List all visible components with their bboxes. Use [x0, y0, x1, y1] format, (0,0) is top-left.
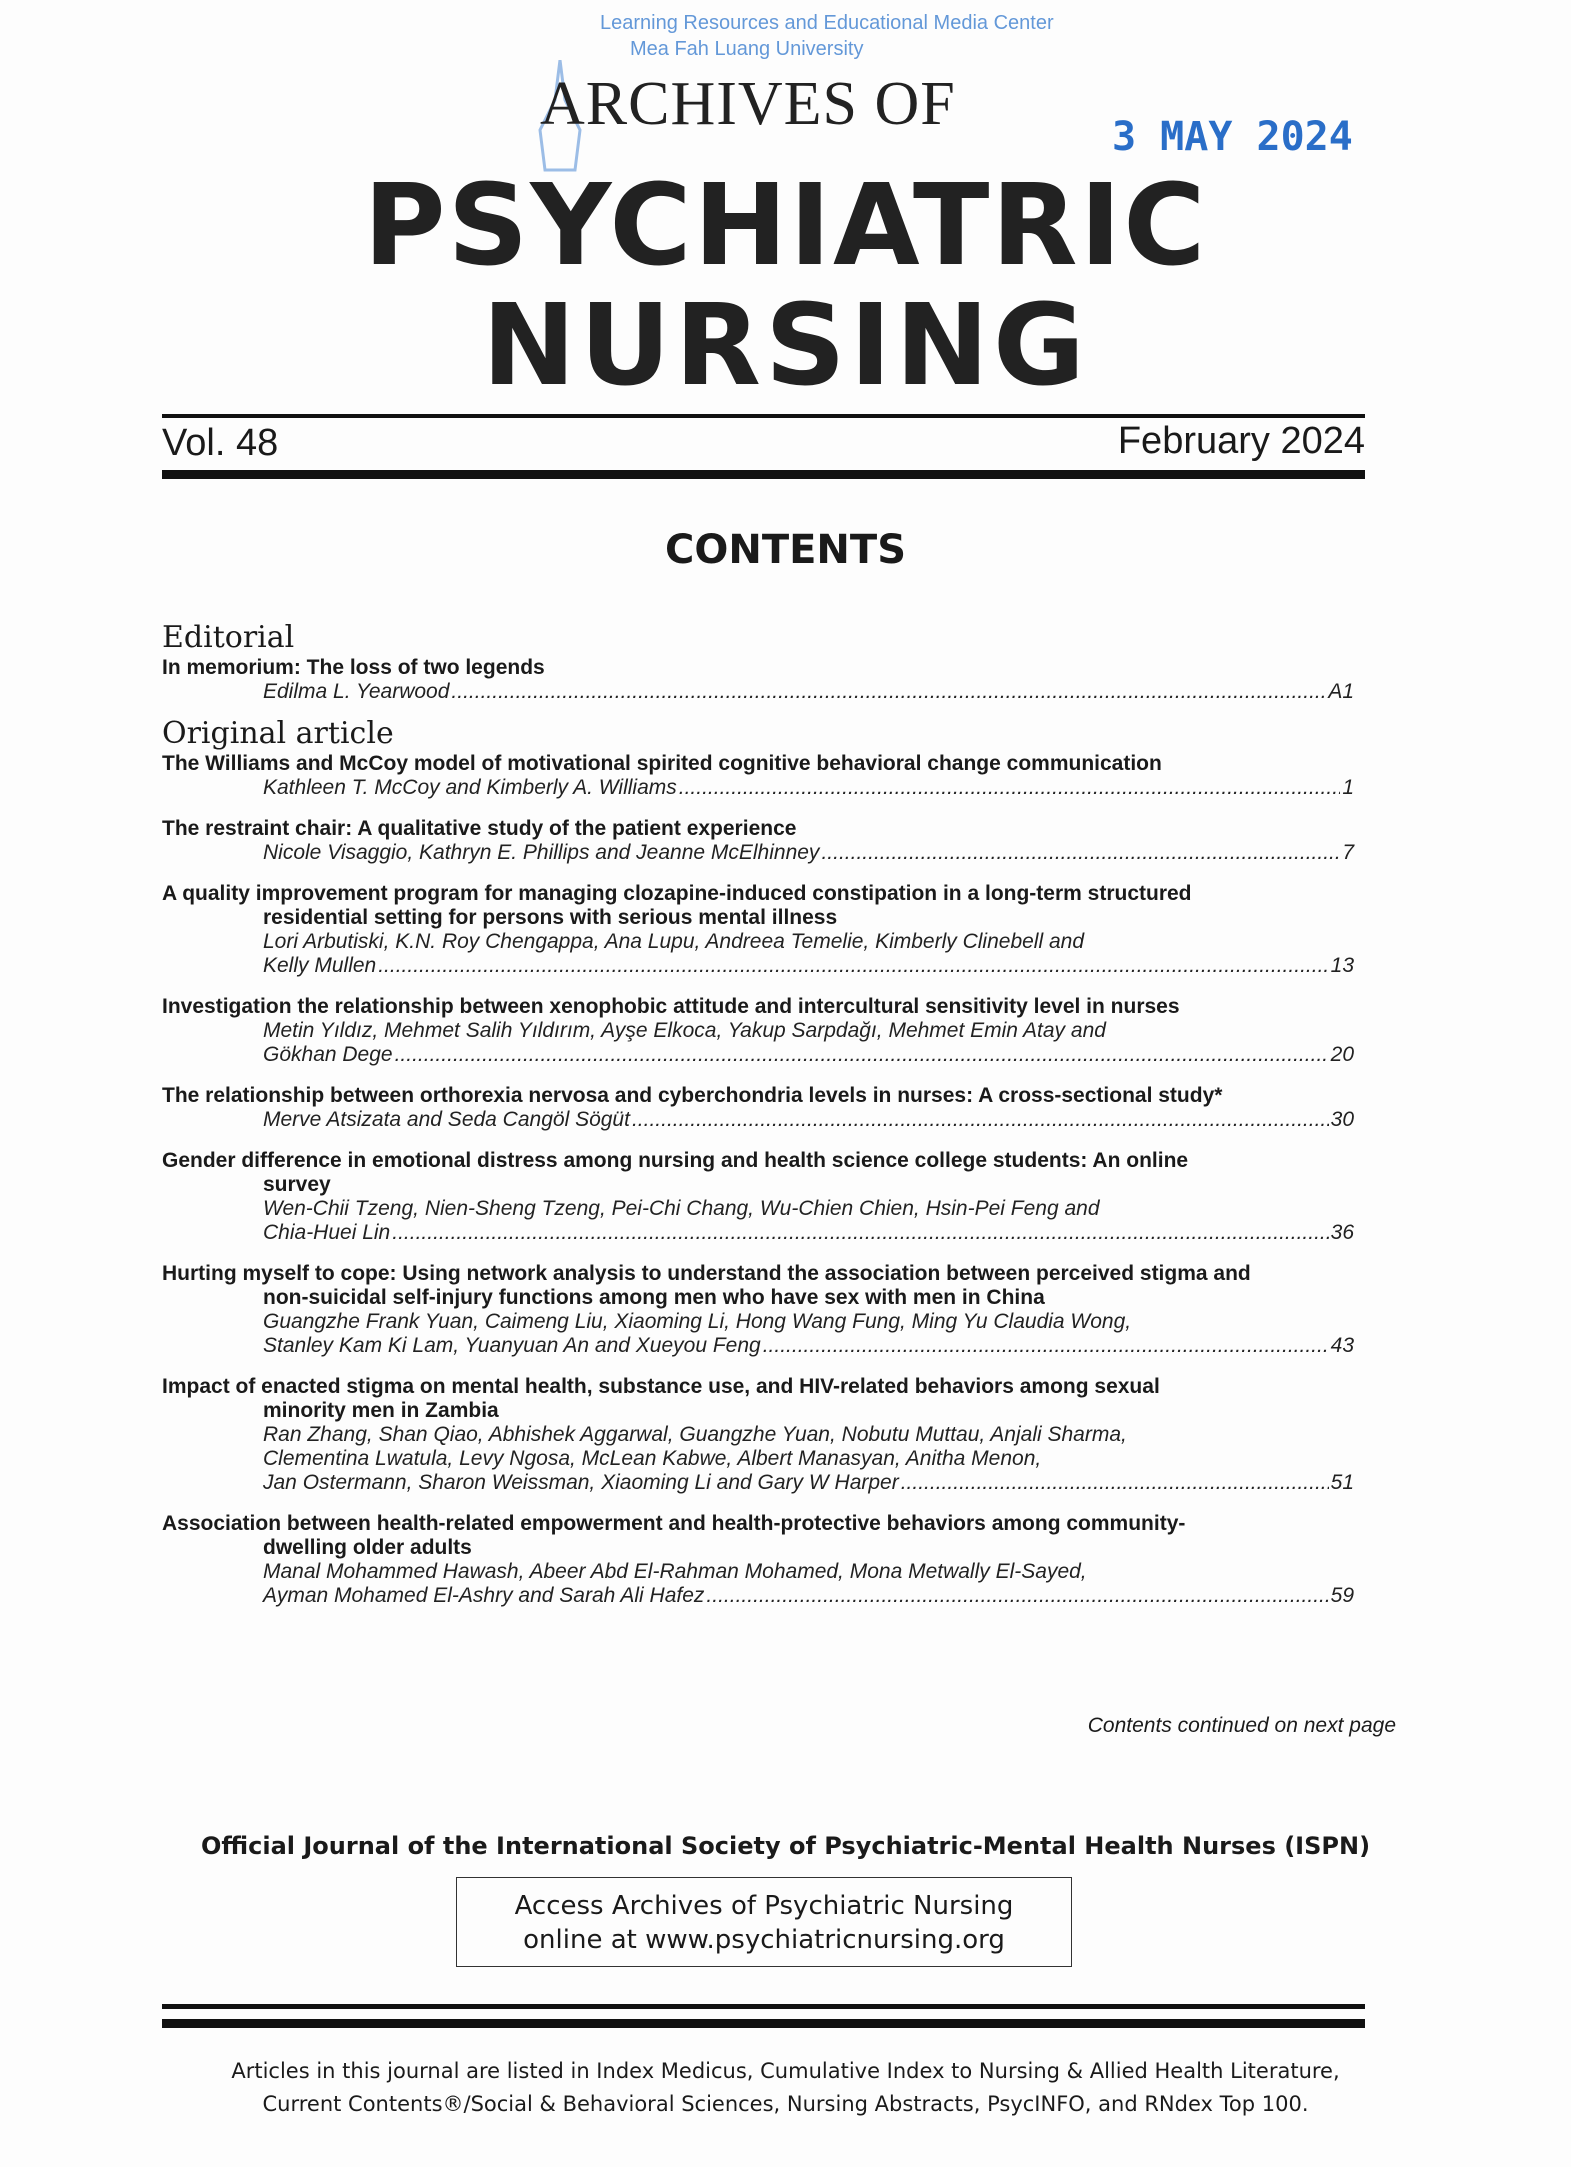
toc-entry — [162, 1375, 1354, 1495]
toc-entry — [162, 882, 1354, 978]
article-authors: Manal Mohammed Hawash, Abeer Abd El-Rahman Mohamed, Mona Metwally El-Sayed, — [263, 1560, 1087, 1583]
article-title: The restraint chair: A qualitative study of the patient experience — [162, 817, 797, 840]
article-authors: Kelly Mullen — [263, 954, 377, 977]
article-authors: Nicole Visaggio, Kathryn E. Phillips and Jeanne McElhinney — [263, 841, 820, 864]
toc-entry — [162, 1149, 1354, 1245]
author-line-with-page — [162, 680, 1354, 704]
table-of-contents — [162, 608, 1354, 1608]
dot-leader — [451, 680, 1326, 704]
article-title: A quality improvement program for managing clozapine-induced constipation in a long-term structured — [162, 882, 1192, 905]
toc-entry — [162, 1084, 1354, 1132]
article-title: Association between health-related empowerment and health-protective behaviors among community- — [162, 1512, 1186, 1535]
dot-leader — [395, 1043, 1329, 1067]
online-access-box — [456, 1877, 1072, 1967]
article-title: minority men in Zambia — [263, 1399, 499, 1422]
divider — [162, 414, 1365, 418]
author-line-with-page — [162, 1221, 1354, 1245]
divider — [162, 470, 1365, 479]
article-title: Impact of enacted stigma on mental health, substance use, and HIV-related behaviors among sexual — [162, 1375, 1160, 1398]
access-line1: Access Archives of Psychiatric Nursing — [514, 1891, 1014, 1921]
dot-leader — [679, 776, 1341, 800]
article-title: Investigation the relationship between xenophobic attitude and intercultural sensitivity level in nurses — [162, 995, 1180, 1018]
toc-entry — [162, 817, 1354, 865]
article-authors: Ayman Mohamed El-Ashry and Sarah Ali Hafez — [263, 1584, 705, 1607]
article-authors: Kathleen T. McCoy and Kimberly A. Williams — [263, 776, 677, 799]
article-title: residential setting for persons with serious mental illness — [263, 906, 838, 929]
page-number: 51 — [1330, 1471, 1354, 1494]
article-title: In memorium: The loss of two legends — [162, 656, 545, 679]
author-line-with-page — [162, 1043, 1354, 1067]
page-number: 13 — [1330, 954, 1354, 977]
article-authors: Wen-Chii Tzeng, Nien-Sheng Tzeng, Pei-Chi Chang, Wu-Chien Chien, Hsin-Pei Feng and — [263, 1197, 1100, 1220]
masthead-psychiatric: PSYCHIATRIC — [363, 161, 1208, 291]
divider — [162, 2004, 1365, 2009]
footer-line1: Articles in this journal are listed in Index Medicus, Cumulative Index to Nursing & Allied Health Literature, — [231, 2059, 1340, 2083]
article-authors: Clementina Lwatula, Levy Ngosa, McLean Kabwe, Albert Manasyan, Anitha Menon, — [263, 1447, 1042, 1470]
indexing-footer — [0, 2055, 1571, 2121]
issue-date: February 2024 — [1117, 420, 1365, 462]
article-authors: Ran Zhang, Shan Qiao, Abhishek Aggarwal, Guangzhe Yuan, Nobutu Muttau, Anjali Sharma, — [263, 1423, 1127, 1446]
dot-leader — [901, 1471, 1329, 1495]
toc-entry — [162, 1262, 1354, 1358]
article-authors: Stanley Kam Ki Lam, Yuanyuan An and Xueyou Feng — [263, 1334, 761, 1357]
toc-entry — [162, 752, 1354, 800]
page-number: 1 — [1342, 776, 1354, 799]
toc-entry — [162, 995, 1354, 1067]
article-title: non-suicidal self-injury functions among men who have sex with men in China — [263, 1286, 1045, 1309]
page-number: 59 — [1330, 1584, 1354, 1607]
page-number: 20 — [1330, 1043, 1354, 1066]
article-authors: Guangzhe Frank Yuan, Caimeng Liu, Xiaoming Li, Hong Wang Fung, Ming Yu Claudia Wong, — [263, 1310, 1132, 1333]
article-title: dwelling older adults — [263, 1536, 472, 1559]
volume-number: Vol. 48 — [162, 422, 279, 464]
dot-leader — [763, 1334, 1329, 1358]
contents-heading: CONTENTS — [664, 527, 906, 573]
article-title: survey — [263, 1173, 331, 1196]
article-authors: Metin Yıldız, Mehmet Salih Yıldırım, Ayşe Elkoca, Yakup Sarpdağı, Mehmet Emin Atay and — [263, 1019, 1106, 1042]
dot-leader — [378, 954, 1328, 978]
page-number: 43 — [1330, 1334, 1354, 1357]
dot-leader — [821, 841, 1340, 865]
author-line-with-page — [162, 776, 1354, 800]
article-authors: Jan Ostermann, Sharon Weissman, Xiaoming Li and Gary W Harper — [263, 1471, 899, 1494]
article-authors: Merve Atsizata and Seda Cangöl Sögüt — [263, 1108, 630, 1131]
received-date-stamp: 3 MAY 2024 — [1112, 114, 1353, 160]
access-line2: online at www.psychiatricnursing.org — [523, 1925, 1005, 1955]
author-line-with-page — [162, 1471, 1354, 1495]
article-authors: Gökhan Dege — [263, 1043, 393, 1066]
library-stamp-line1: Learning Resources and Educational Media Center — [600, 12, 1054, 34]
page-number: A1 — [1328, 680, 1354, 703]
dot-leader — [706, 1584, 1328, 1608]
article-title: The relationship between orthorexia nervosa and cyberchondria levels in nurses: A cross-sectional study* — [162, 1084, 1223, 1107]
dot-leader — [632, 1108, 1329, 1132]
page-number: 36 — [1330, 1221, 1354, 1244]
article-authors: Chia-Huei Lin — [263, 1221, 391, 1244]
section-heading: Editorial — [162, 620, 295, 655]
section-heading: Original article — [162, 716, 394, 751]
contents-continued-note: Contents continued on next page — [1087, 1714, 1396, 1737]
author-line-with-page — [162, 954, 1354, 978]
divider — [162, 2019, 1365, 2028]
library-stamp-line2: Mea Fah Luang University — [630, 38, 864, 60]
author-line-with-page — [162, 1108, 1354, 1132]
article-title: Gender difference in emotional distress among nursing and health science college students: An online — [162, 1149, 1189, 1172]
article-authors: Lori Arbutiski, K.N. Roy Chengappa, Ana Lupu, Andreea Temelie, Kimberly Clinebell and — [263, 930, 1085, 953]
toc-entry — [162, 656, 1354, 704]
footer-line2: Current Contents®/Social & Behavioral Sciences, Nursing Abstracts, PsycINFO, and RNdex Top 100. — [262, 2092, 1309, 2116]
masthead-nursing: NURSING — [482, 281, 1089, 411]
article-title: Hurting myself to cope: Using network analysis to understand the association between perceived stigma and — [162, 1262, 1251, 1285]
masthead-archives-of: ARCHIVES OF — [540, 70, 956, 138]
article-authors: Edilma L. Yearwood — [263, 680, 450, 703]
author-line-with-page — [162, 1584, 1354, 1608]
page-number: 7 — [1342, 841, 1354, 864]
author-line-with-page — [162, 841, 1354, 865]
article-title: The Williams and McCoy model of motivational spirited cognitive behavioral change communication — [162, 752, 1162, 775]
page-number: 30 — [1330, 1108, 1354, 1131]
dot-leader — [392, 1221, 1328, 1245]
official-journal-statement: Official Journal of the International Society of Psychiatric-Mental Health Nurses (ISPN) — [200, 1832, 1371, 1860]
toc-entry — [162, 1512, 1354, 1608]
author-line-with-page — [162, 1334, 1354, 1358]
